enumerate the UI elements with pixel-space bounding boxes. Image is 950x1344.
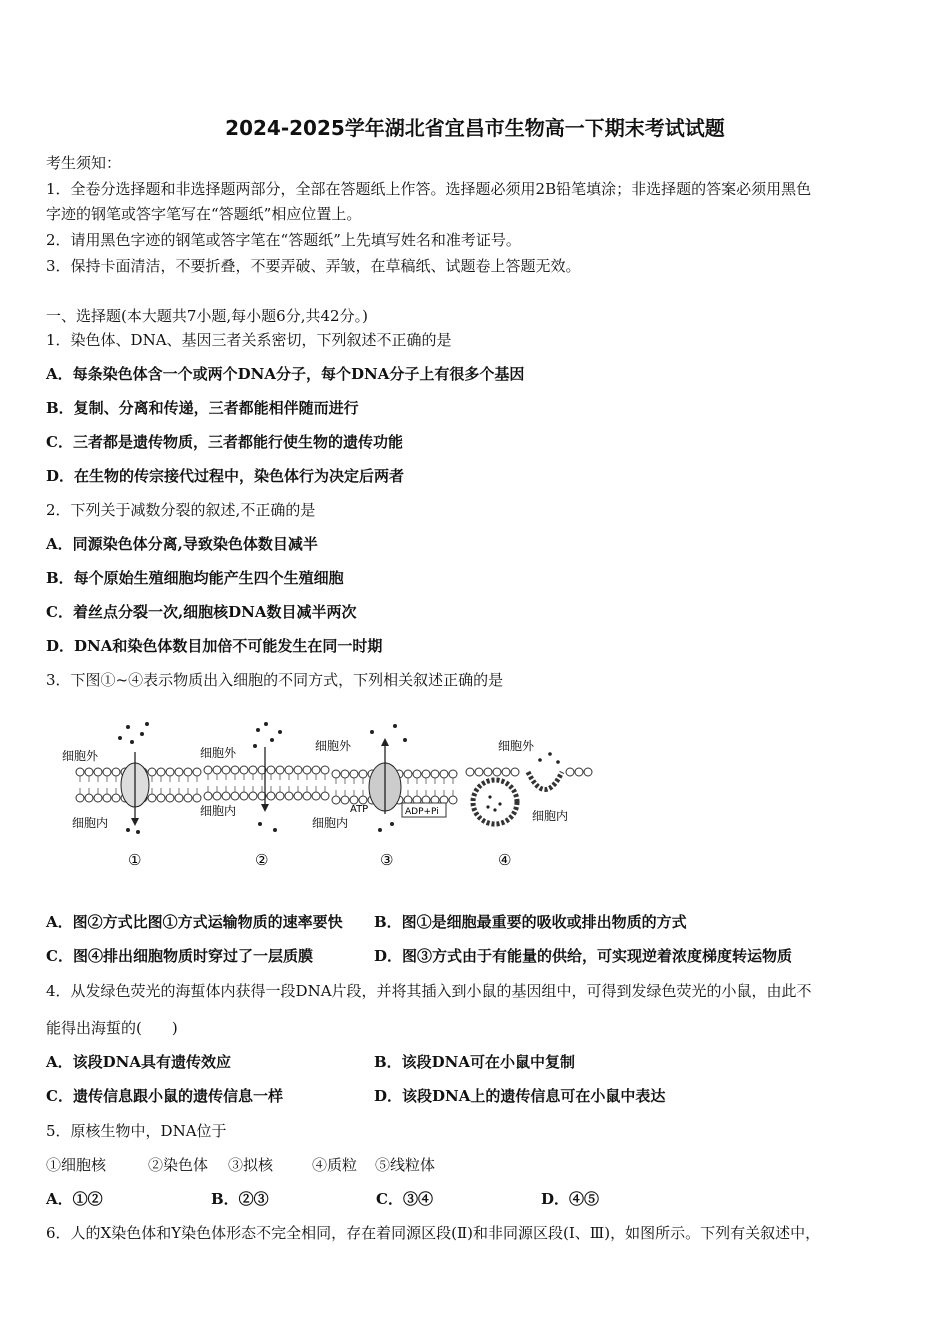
question-3-option-a: A．图②方式比图①方式运输物质的速率要快 <box>46 913 343 931</box>
outside-label: 细胞外 <box>498 739 535 753</box>
inside-label: 细胞内 <box>200 804 237 818</box>
adp-label: ADP+Pi <box>405 807 439 817</box>
notice-item: 3．保持卡面清洁，不要折叠，不要弄破、弄皱，在草稿纸、试题卷上答题无效。 <box>46 257 581 275</box>
question-3-option-c: C．图④排出细胞物质时穿过了一层质膜 <box>46 947 313 965</box>
question-4-option-d: D．该段DNA上的遗传信息可在小鼠中表达 <box>374 1087 666 1105</box>
question-3-option-d: D．图③方式由于有能量的供给，可实现逆着浓度梯度转运物质 <box>374 947 793 965</box>
question-5-choice: ③拟核 <box>228 1156 274 1174</box>
question-4-stem-cont: 能得出海蜇的( ) <box>46 1019 178 1037</box>
question-5-choice: ①细胞核 <box>46 1156 107 1174</box>
question-4-stem: 4．从发绿色荧光的海蜇体内获得一段DNA片段，并将其插入到小鼠的基因组中，可得到发绿色荧光的小鼠，由此不 <box>46 982 812 1000</box>
outside-label: 细胞外 <box>315 739 352 753</box>
question-2-option-d: D．DNA和染色体数目加倍不可能发生在同一时期 <box>46 637 383 655</box>
inside-label: 细胞内 <box>532 809 569 823</box>
question-2-option-c: C．着丝点分裂一次,细胞核DNA数目减半两次 <box>46 603 357 621</box>
question-1-option-d: D．在生物的传宗接代过程中，染色体行为决定后两者 <box>46 467 405 485</box>
question-2-option-b: B．每个原始生殖细胞均能产生四个生殖细胞 <box>46 569 344 587</box>
question-3-stem: 3．下图①~④表示物质出入细胞的不同方式，下列相关叙述正确的是 <box>46 671 504 689</box>
notice-heading: 考生须知： <box>46 154 122 172</box>
panel-label: ① <box>128 851 142 869</box>
notice-item: 2．请用黑色字迹的钢笔或答字笔在“答题纸”上先填写姓名和准考证号。 <box>46 231 521 249</box>
question-6-stem: 6．人的X染色体和Y染色体形态不完全相同，存在着同源区段(Ⅱ)和非同源区段(Ⅰ、Ⅲ)，如图所示。下列有关叙述中， <box>46 1224 821 1242</box>
question-3-option-b: B．图①是细胞最重要的吸收或排出物质的方式 <box>374 913 687 931</box>
question-4-option-b: B．该段DNA可在小鼠中复制 <box>374 1053 576 1071</box>
panel-3-active-transport <box>312 724 457 869</box>
question-2-stem: 2．下列关于减数分裂的叙述,不正确的是 <box>46 501 316 519</box>
panel-label: ② <box>255 851 269 869</box>
panel-1-carrier-diffusion <box>62 722 201 869</box>
panel-4-exocytosis <box>466 739 592 869</box>
atp-label: ATP <box>350 804 369 815</box>
question-5-choice: ④质粒 <box>312 1156 358 1174</box>
section-heading: 一、选择题(本大题共7小题,每小题6分,共42分。) <box>46 307 368 325</box>
notice-item: 1．全卷分选择题和非选择题两部分，全部在答题纸上作答。选择题必须用2B铅笔填涂；非选择题的答案必须用黑色 <box>46 180 812 198</box>
membrane-transport-figure <box>50 712 610 872</box>
question-5-choice: ②染色体 <box>148 1156 209 1174</box>
question-1-stem: 1．染色体、DNA、基因三者关系密切，下列叙述不正确的是 <box>46 331 452 349</box>
question-1-option-b: B．复制、分离和传递，三者都能相伴随而进行 <box>46 399 359 417</box>
notice-item: 字迹的钢笔或答字笔写在“答题纸”相应位置上。 <box>46 205 362 223</box>
panel-2-free-diffusion <box>200 722 329 869</box>
question-4-option-c: C．遗传信息跟小鼠的遗传信息一样 <box>46 1087 283 1105</box>
outside-label: 细胞外 <box>62 749 99 763</box>
inside-label: 细胞内 <box>312 816 349 830</box>
question-4-option-a: A．该段DNA具有遗传效应 <box>46 1053 231 1071</box>
question-5-stem: 5．原核生物中，DNA位于 <box>46 1122 227 1140</box>
question-5-option-a: A．①② <box>46 1190 103 1208</box>
question-1-option-a: A．每条染色体含一个或两个DNA分子，每个DNA分子上有很多个基因 <box>46 365 525 383</box>
inside-label: 细胞内 <box>72 816 109 830</box>
page-title: 2024-2025学年湖北省宜昌市生物高一下期末考试试题 <box>225 116 725 140</box>
outside-label: 细胞外 <box>200 746 237 760</box>
question-5-option-b: B．②③ <box>211 1190 269 1208</box>
question-5-option-d: D．④⑤ <box>541 1190 600 1208</box>
question-2-option-a: A．同源染色体分离,导致染色体数目减半 <box>46 535 318 553</box>
question-5-option-c: C．③④ <box>376 1190 433 1208</box>
panel-label: ④ <box>498 851 512 869</box>
panel-label: ③ <box>380 851 394 869</box>
question-5-choice: ⑤线粒体 <box>375 1156 436 1174</box>
question-1-option-c: C．三者都是遗传物质，三者都能行使生物的遗传功能 <box>46 433 403 451</box>
